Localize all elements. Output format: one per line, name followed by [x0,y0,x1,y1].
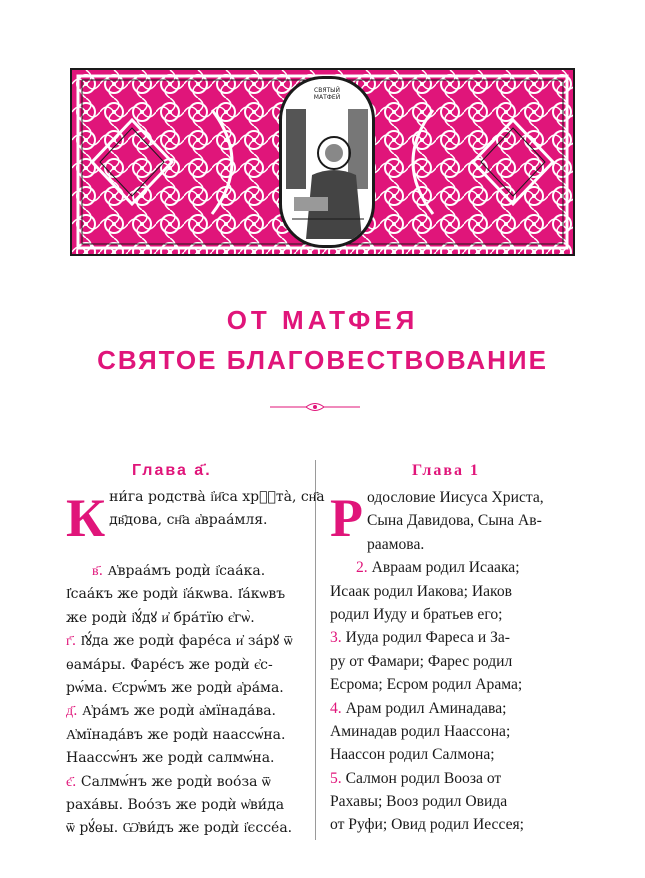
verse-2 [330,556,570,626]
book-title: ОТ МАТФЕЯ [226,305,419,335]
book-subtitle: СВЯТОЕ БЛАГОВЕСТВОВАНИЕ [97,345,548,375]
text-line: ѿ рꙋ́ѳы. Ѡ҆ви́дъ же родѝ і҆єссе́а. [66,820,293,837]
text-line: одословие Иисуса Христа, [367,489,544,506]
text-line: рѡ́ма. Є҆срѡ́мъ же родѝ а҆ра́ма. [66,679,284,696]
text-line: А҆мїнада́въ же родѝ наассѡ́на. [66,726,286,743]
verse-5 [330,767,570,837]
russian-column [330,486,570,837]
text-line: от Руфи; Овид родил Иессея; [330,816,525,834]
text-line: Салмон родил Вооза от [345,769,502,787]
icon-caption [282,87,372,101]
verse-number: 3. [330,629,342,647]
verse-number: є҃. [66,773,77,790]
drop-cap: К [66,488,106,548]
text-line: Арам родил Аминадава; [345,699,507,717]
verse-number: д҃. [66,703,78,720]
slavonic-column [66,486,325,841]
verse-4 [330,697,570,767]
verse-number: в҃. [92,563,104,579]
verse-2 [66,560,306,630]
text-line: Исаак родил Иакова; Иаков [330,582,512,600]
verse-5 [66,771,306,841]
text-line: Авраам родил Исаака; [371,559,520,577]
text-line: А҆враа́мъ родѝ і҆саа́ка. [107,563,266,579]
icon-caption-line1: СВЯТЫЙ [314,87,340,94]
text-line: ѳама́ры. Фаре́съ же родѝ є҆с- [66,656,273,673]
text-line: раха́вы. Воо́зъ же родѝ ѡ҆ви́да [66,796,285,813]
chapter-heading-russian: Глава 1 [412,462,480,479]
text-line: Салмѡ́нъ же родѝ воо́за ѿ [80,773,271,790]
text-line: Наассон родил Салмона; [330,746,495,764]
verse-1 [66,486,325,548]
chapter-heading-slavonic: Глава а҃. [132,462,212,479]
text-line: Аминадав родил Наассона; [330,722,511,740]
verse-number: г҃. [66,633,77,650]
icon-caption-line2: МАТФЕЙ [313,94,341,101]
text-line: раамова. [367,535,425,553]
text-line: же родѝ і҆ꙋ́дꙋ и҆ бра́тїю є҆гѡ̀. [66,609,255,626]
text-line: Рахавы; Вооз родил Овида [330,793,508,811]
column-divider [315,460,316,840]
text-line: дв҃дова, сн҃а а҆враа́мля. [109,512,268,529]
text-line: ни́га родства̀ і҆и҃са хрⷭ҇та̀, сн҃а [109,489,325,505]
verse-1 [330,486,570,556]
text-line: Есрома; Есром родил Арама; [330,676,523,694]
ornamental-header [70,68,575,256]
verse-number: 5. [330,769,342,787]
drop-cap: Р [330,488,363,548]
text-line: І҆саа́къ же родѝ і҆а́кѡва. І҆а́кѡвъ [66,586,286,603]
text-line: Иуда родил Фареса и За- [345,629,510,647]
verse-3 [66,630,306,700]
verse-number: 4. [330,699,342,717]
text-line: Сына Давидова, Сына Ав- [367,512,542,530]
text-line: Наассѡ́нъ же родѝ салмѡ́на. [66,750,275,767]
verse-3 [330,626,570,696]
text-line: А҆ра́мъ же родѝ а҆мїнада́ва. [82,703,277,720]
evangelist-icon [279,76,375,248]
divider-flourish [270,401,360,413]
verse-number: 2. [356,559,368,577]
verse-4 [66,700,306,770]
text-line: родил Иуду и братьев его; [330,605,503,623]
icon-illustration [282,79,372,245]
text-line: І҆ꙋ́да же родѝ фаре́са и҆ за́рꙋ ѿ [80,633,293,650]
text-line: ру от Фамари; Фарес родил [330,652,513,670]
